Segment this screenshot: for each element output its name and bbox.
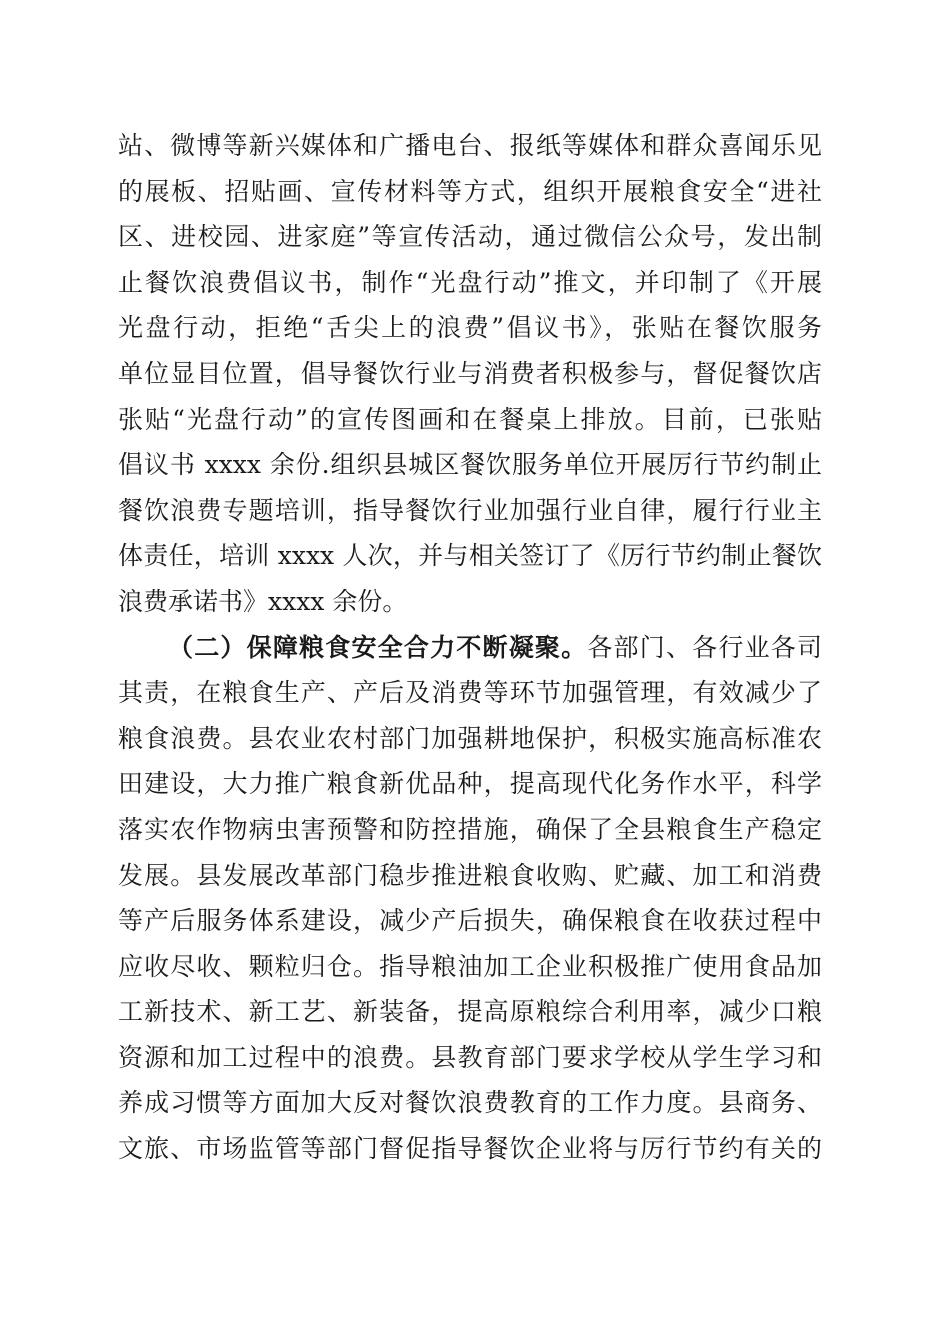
text-line: 发展。县发展改革部门稳步推进粮食收购、贮藏、加工和消费 — [118, 860, 822, 890]
text-line: 的展板、招贴画、宣传材料等方式，组织开展粮食安全“进社 — [118, 176, 822, 206]
section-heading: （二）保障粮食安全合力不断凝聚。 — [168, 632, 588, 662]
text-line: 等产后服务体系建设，减少产后损失，确保粮食在收获过程中 — [118, 906, 822, 936]
heading-line-rest: 各部门、各行业各司 — [587, 632, 822, 662]
paragraph-food-security — [118, 632, 822, 1179]
document-body — [118, 130, 822, 1179]
text-line: 工新技术、新工艺、新装备，提高原粮综合利用率，减少口粮 — [118, 997, 822, 1027]
text-line: 落实农作物病虫害预警和防控措施，确保了全县粮食生产稳定 — [118, 814, 822, 844]
text-line — [118, 632, 822, 678]
text-line: 其责，在粮食生产、产后及消费等环节加强管理，有效减少了 — [118, 678, 822, 708]
text-line: 站、微博等新兴媒体和广播电台、报纸等媒体和群众喜闻乐见 — [118, 131, 822, 160]
text-line: 粮食浪费。县农业农村部门加强耕地保护，积极实施高标准农 — [118, 723, 822, 753]
text-line: 应收尽收、颗粒归仓。指导粮油加工企业积极推广使用食品加 — [118, 951, 822, 981]
text-line: 文旅、市场监管等部门督促指导餐饮企业将与厉行节约有关的 — [118, 1134, 822, 1164]
text-line: 区、进校园、进家庭”等宣传活动，通过微信公众号，发出制 — [118, 222, 822, 252]
text-line: 体责任，培训 xxxx 人次，并与相关签订了《厉行节约制止餐饮 — [118, 541, 822, 571]
text-line: 光盘行动，拒绝“舌尖上的浪费”倡议书》，张贴在餐饮服务 — [118, 313, 822, 343]
text-line: 浪费承诺书》xxxx 余份。 — [118, 586, 408, 616]
text-line: 餐饮浪费专题培训，指导餐饮行业加强行业自律，履行行业主 — [118, 495, 822, 525]
text-line: 倡议书 xxxx 余份.组织县城区餐饮服务单位开展厉行节约制止 — [118, 450, 822, 480]
text-line: 单位显目位置，倡导餐饮行业与消费者积极参与，督促餐饮店 — [118, 358, 822, 388]
paragraph-publicity — [118, 130, 822, 632]
text-line: 田建设，大力推广粮食新优品种，提高现代化务作水平，科学 — [118, 769, 822, 799]
text-line: 止餐饮浪费倡议书，制作“光盘行动”推文，并印制了《开展 — [118, 267, 822, 297]
text-line: 张贴“光盘行动”的宣传图画和在餐桌上排放。目前，已张贴 — [118, 404, 822, 434]
text-line: 养成习惯等方面加大反对餐饮浪费教育的工作力度。县商务、 — [118, 1088, 822, 1118]
text-line: 资源和加工过程中的浪费。县教育部门要求学校从学生学习和 — [118, 1042, 822, 1072]
